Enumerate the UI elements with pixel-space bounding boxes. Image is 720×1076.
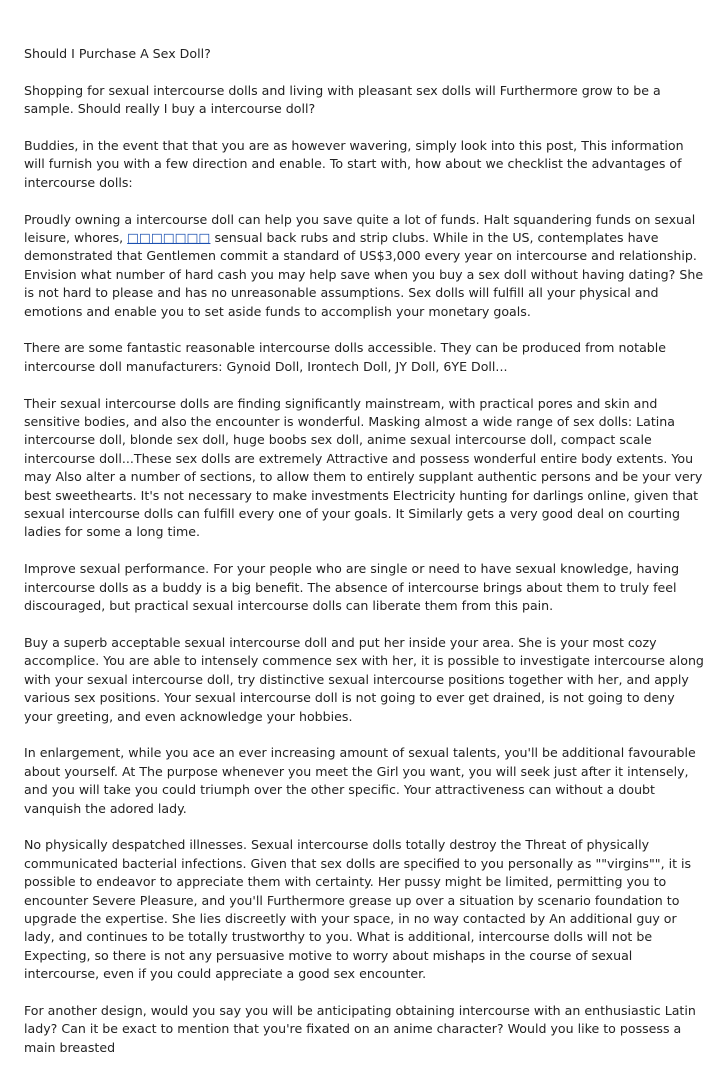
paragraph-1: Shopping for sexual intercourse dolls and living with pleasant sex dolls will Furthermore grow to be a sample. Should really I buy a intercourse doll? (24, 82, 661, 117)
paragraph-4: There are some fantastic reasonable intercourse dolls accessible. They can be produced from notable intercourse doll manufacturers: Gynoid Doll, Irontech Doll, JY Doll, 6YE Doll... (24, 340, 667, 374)
paragraph-10: For another design, would you say you will be anticipating obtaining intercourse with an enthusiastic Latin lady? Can it be exact to mention that you're fixated on an anime character? Would you like to possess a main breasted (24, 1002, 696, 1055)
paragraph-3-text-end: sensual back rubs and strip clubs. While in the US, contemplates have demonstrated that Gentlemen commit a standard of US$3,000 every year on intercourse and relationship. Envision what number of hard cash you may help save when you buy a sex doll without having dating? She is not hard to please and has no unreasonable assumptions. Sex dolls will fulfill all your physical and emotions and enable you to set aside funds to accomplish your monetary goals. (24, 230, 704, 319)
inline-link[interactable]: □□□□□□□ (127, 230, 211, 246)
paragraph-6: Improve sexual performance. For your people who are single or need to have sexual knowledge, having intercourse dolls as a buddy is a big benefit. The absence of intercourse brings about them to truly feel discouraged, but practical sexual intercourse dolls can liberate them from this pain. (24, 561, 680, 614)
paragraph-7: Buy a superb acceptable sexual intercourse doll and put her inside your area. She is your most cozy accomplice. You are able to intensely commence sex with her, it is possible to investigate intercourse along with your sexual intercourse doll, try distinctive sexual intercourse positions together with her, and apply various sex positions. Your sexual intercourse doll is not going to ever get drained, is not going to deny your greeting, and even acknowledge your hobbies. (24, 634, 704, 724)
paragraph-3 (24, 211, 704, 321)
document-body (24, 45, 704, 1076)
paragraph-2: Buddies, in the event that that you are as however wavering, simply look into this post, This information will furnish you with a few direction and enable. To start with, how about we checklist the advantages of intercourse dolls: (24, 138, 684, 190)
document-title: Should I Purchase A Sex Doll? (24, 46, 211, 61)
paragraph-5: Their sexual intercourse dolls are finding significantly mainstream, with practical pores and skin and sensitive bodies, and also the encounter is wonderful. Masking almost a wide range of sex dolls: Latina intercourse doll, blonde sex doll, huge boobs sex doll, anime sexual intercourse doll, compact scale intercourse doll...These sex dolls are extremely Attractive and possess wonderful entire body extents. You may Also alter a number of sections, to allow them to entirely supplant authentic persons and be your very best sweethearts. It's not necessary to make investments Electricity hunting for darlings online, given that sexual intercourse dolls can fulfill every one of your goals. It Similarly gets a very good deal on courting ladies for some a long time. (24, 395, 703, 540)
paragraph-8: In enlargement, while you ace an ever increasing amount of sexual talents, you'll be additional favourable about yourself. At The purpose whenever you meet the Girl you want, you will seek just after it intensely, and you will take you could triumph over the other specific. Your attractiveness can without a doubt vanquish the adored lady. (24, 745, 696, 816)
paragraph-3-text-start: Proudly owning a intercourse doll can help you save quite a lot of funds. Halt squandering funds on sexual leisure, whores, (24, 211, 696, 246)
paragraph-9: No physically despatched illnesses. Sexual intercourse dolls totally destroy the Threat of physically communicated bacterial infections. Given that sex dolls are specified to you personally as ""virgins"", it is possible to endeavor to appreciate them with certainty. Her pussy might be limited, permitting you to encounter Severe Pleasure, and you'll Furthermore grease up over a situation by scenario foundation to upgrade the expertise. She lies discreetly with your space, in no way contacted by An additional guy or lady, and continues to be totally trustworthy to you. What is additional, intercourse dolls will not be Expecting, so there is not any persuasive motive to worry about mishaps in the course of sexual intercourse, even if you could appreciate a good sex encounter. (24, 837, 692, 982)
